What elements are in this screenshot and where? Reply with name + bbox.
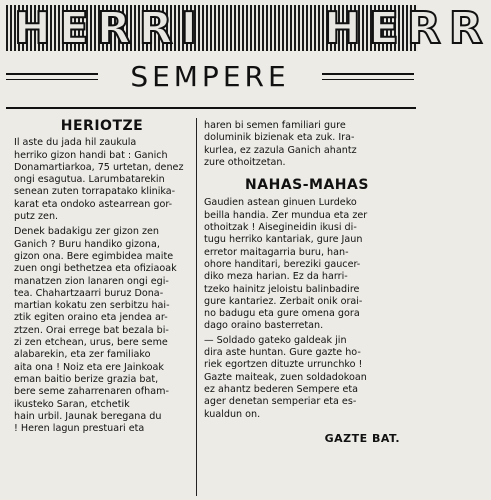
article-line: Donamartiarkoa, 75 urtetan, denez (14, 161, 184, 173)
article-line: herriko gizon handi bat : Ganich (14, 149, 168, 161)
article-line: haren bi semen familiari gure (204, 120, 346, 131)
article-line: erretor maitagarria buru, han- (204, 246, 349, 258)
masthead-banner (6, 3, 491, 54)
article-line: dira aste huntan. Gure gazte ho- (204, 347, 361, 359)
article-line: othoitzak ! Aisegineidin ikusi di- (204, 222, 357, 234)
article-line: tzeko hainitz jeloistu balinbadire (204, 283, 360, 295)
article-line: martian kokatu zen serbitzu hai- (14, 300, 170, 312)
section-title: SEMPERE (130, 60, 290, 93)
article-line: Gaudien astean ginuen Lurdeko (204, 197, 357, 209)
article-line: diko meza harian. Ez da harri- (204, 271, 348, 283)
article-line: dago oraino basterretan. (204, 320, 324, 332)
article-line: manatzen zion lanaren ongi egi- (14, 275, 169, 287)
article-line: ! Heren lagun prestuari eta (14, 423, 145, 435)
article-line: hain urbil. Jaunak beregana du (14, 410, 162, 422)
article-line: zuen ongi bethetzea eta ofiziaoak (14, 263, 177, 275)
article-line: ohore handitari, bereziki gaucer- (204, 258, 361, 270)
article-line: Gazte maiteak, zuen soldadokoan (204, 371, 367, 383)
column-divider (196, 118, 197, 496)
left-column (14, 120, 190, 435)
article-line: tea. Chahartzaarri buruz Dona- (14, 287, 164, 299)
article-line: zi zen etchean, urus, bere seme (14, 337, 168, 349)
article-line: eman baitio berize grazia bat, (14, 373, 159, 385)
article-heading-nahas-mahas: NAHAS-MAHAS (245, 177, 369, 194)
article-line: riek egortzen dituzte urrunchko ! (204, 359, 363, 371)
article-line: tugu herriko kantariak, gure Jaun (204, 234, 363, 246)
article-line: gure kantariez. Zerbait onik orai- (204, 295, 363, 307)
article-line: zure othoitzetan. (204, 156, 286, 168)
article-line: Il aste du jada hil zaukula (14, 137, 137, 149)
article-line: ongi esagutua. Larumbatarekin (14, 174, 165, 186)
article-line: ikusteko Saran, etchetik (14, 398, 130, 410)
article-line: ez ahantz bederen Sempere eta (204, 383, 359, 395)
article-line: alabarekin, eta zer familiako (14, 349, 151, 361)
article-line: aita ona ! Noiz eta ere Jainkoak (14, 361, 164, 373)
article-line: — Soldado gateko galdeak jin (204, 334, 347, 346)
masthead-left-word: HERRI (14, 3, 206, 54)
article-line: ztik egiten oraino eta jendea ar- (14, 312, 168, 324)
article-line: doluminik bizienak eta zuk. Ira- (204, 132, 355, 144)
masthead-right-word: HERR (324, 3, 491, 54)
article-line: putz zen. (14, 211, 59, 223)
article-line: ager denetan semperiar eta es- (204, 396, 357, 408)
article-line: ztzen. Orai errege bat bezala bi- (14, 324, 169, 336)
article-line: no badugu eta gure omena gora (204, 308, 360, 320)
article-line: bere seme zaharrenaren ofham- (14, 386, 169, 398)
article-line: kualdun on. (204, 408, 261, 420)
article-line: gizon ona. Bere egimbidea maite (14, 250, 174, 262)
article-line: karat eta ondoko astearrean gor- (14, 198, 173, 210)
article-signature: GAZTE BAT. (324, 431, 400, 445)
title-underline (6, 107, 416, 111)
article-line: Ganich ? Buru handiko gizona, (14, 238, 160, 250)
article-line: senean zuten torrapatako klinika- (14, 186, 176, 198)
article-line: beilla handia. Zer mundua eta zer (204, 209, 368, 221)
right-column (204, 120, 410, 445)
article-heading-heriotze: HERIOTZE (60, 118, 144, 134)
article-line: Denek badakigu zer gizon zen (14, 226, 159, 238)
article-line: kurlea, ez zazula Ganich ahantz (204, 144, 357, 156)
